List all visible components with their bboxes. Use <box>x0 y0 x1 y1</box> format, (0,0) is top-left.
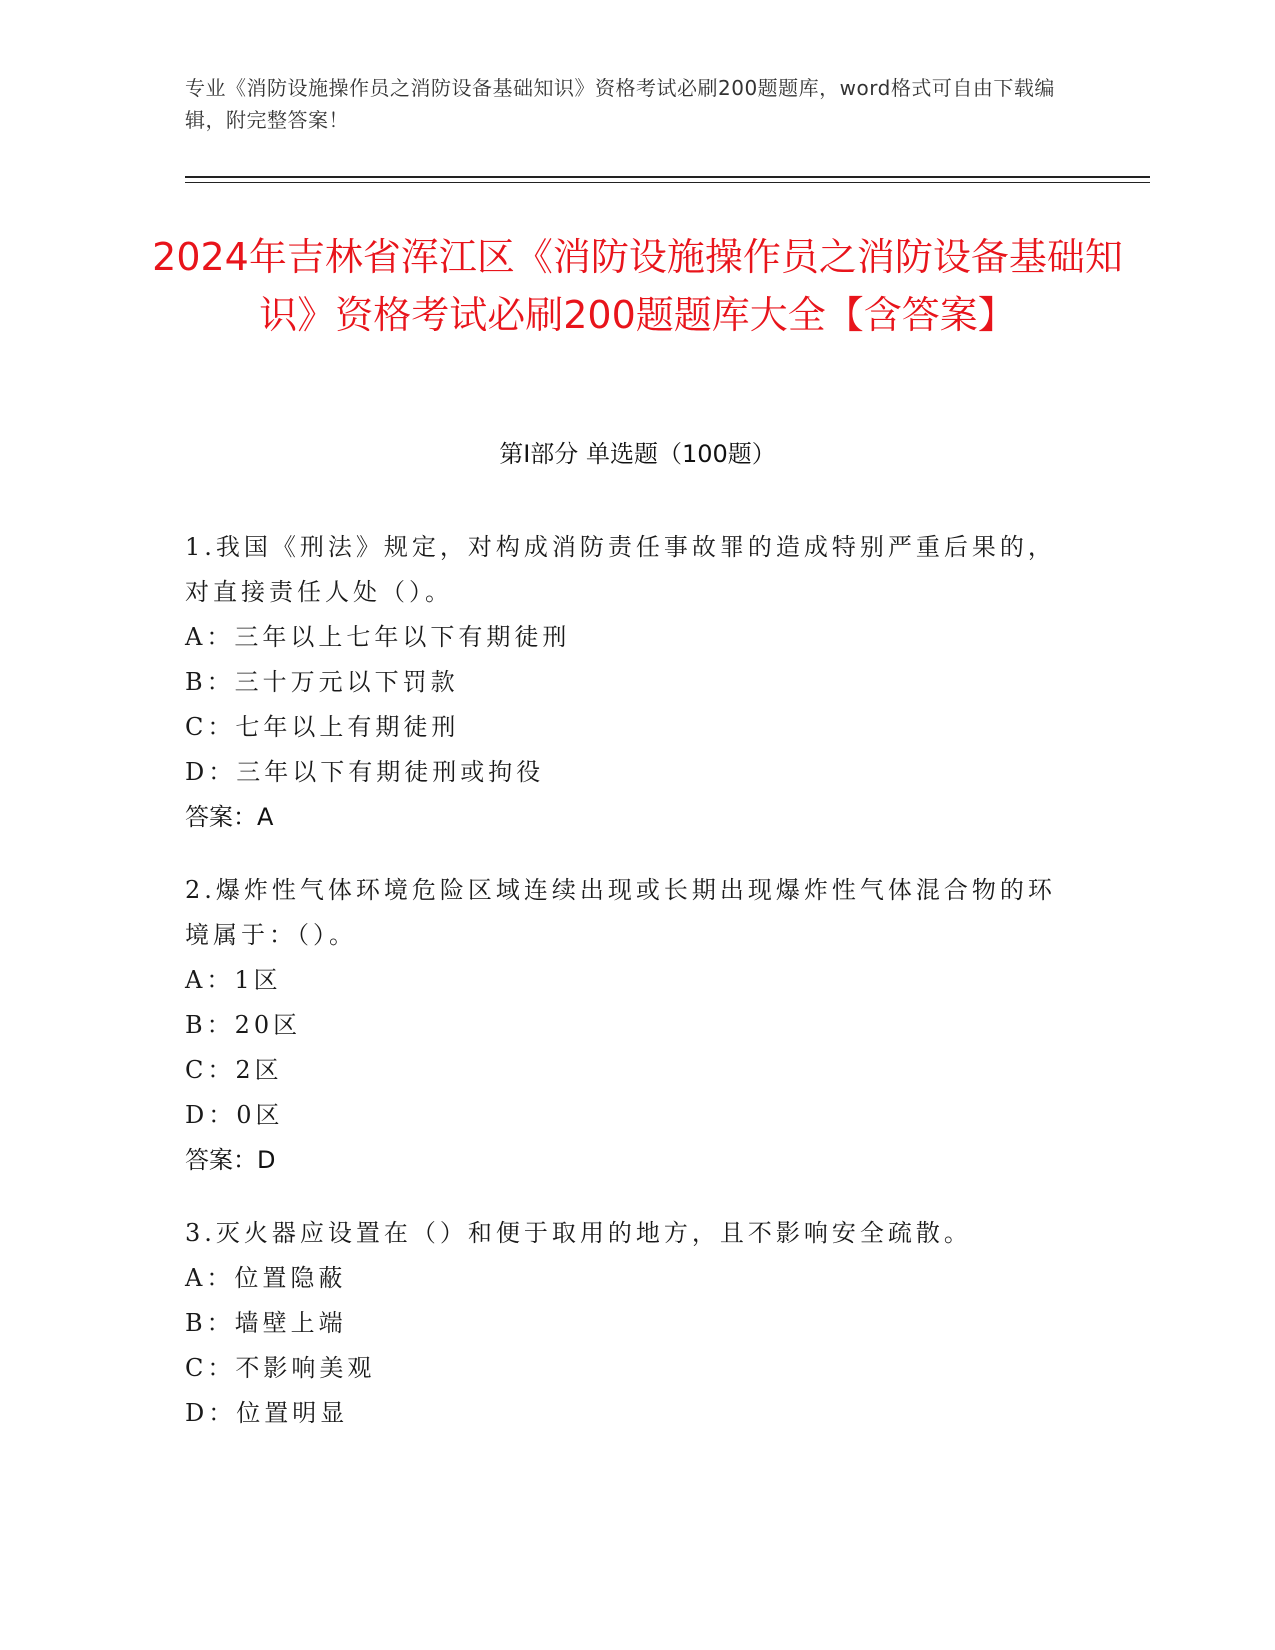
question-stem: 1.我国《刑法》规定，对构成消防责任事故罪的造成特别严重后果的，对直接责任人处（）。 <box>185 533 1056 606</box>
option-b: B：墙壁上端 <box>185 1309 347 1337</box>
option-a: A：位置隐蔽 <box>185 1264 347 1292</box>
answer-line: 答案：A <box>185 803 274 831</box>
option-b: B：20区 <box>185 1011 302 1039</box>
question-stem: 2.爆炸性气体环境危险区域连续出现或长期出现爆炸性气体混合物的环境属于：（）。 <box>185 876 1056 949</box>
answer-line: 答案：D <box>185 1146 276 1174</box>
section-heading: 第I部分 单选题（100题） <box>499 440 776 468</box>
question-3 <box>185 1211 1065 1436</box>
question-stem: 3.灭火器应设置在（）和便于取用的地方，且不影响安全疏散。 <box>185 1219 972 1247</box>
option-c: C：2区 <box>185 1056 283 1084</box>
option-d: D：三年以下有期徒刑或拘役 <box>185 758 545 786</box>
header-rule-thick <box>185 176 1150 178</box>
question-list <box>185 525 1065 1464</box>
option-b: B：三十万元以下罚款 <box>185 668 459 696</box>
option-d: D：0区 <box>185 1101 284 1129</box>
document-title: 2024年吉林省浑江区《消防设施操作员之消防设备基础知识》资格考试必刷200题题库大全【含答案】 <box>152 235 1123 337</box>
header-note: 专业《消防设施操作员之消防设备基础知识》资格考试必刷200题题库，word格式可自由下载编辑，附完整答案！ <box>185 76 1055 132</box>
option-d: D：位置明显 <box>185 1399 349 1427</box>
option-c: C：不影响美观 <box>185 1354 376 1382</box>
option-a: A：1区 <box>185 966 282 994</box>
header-rule-thin <box>185 182 1150 183</box>
option-a: A：三年以上七年以下有期徒刑 <box>185 623 571 651</box>
option-c: C：七年以上有期徒刑 <box>185 713 460 741</box>
question-2 <box>185 868 1065 1183</box>
question-1 <box>185 525 1065 840</box>
